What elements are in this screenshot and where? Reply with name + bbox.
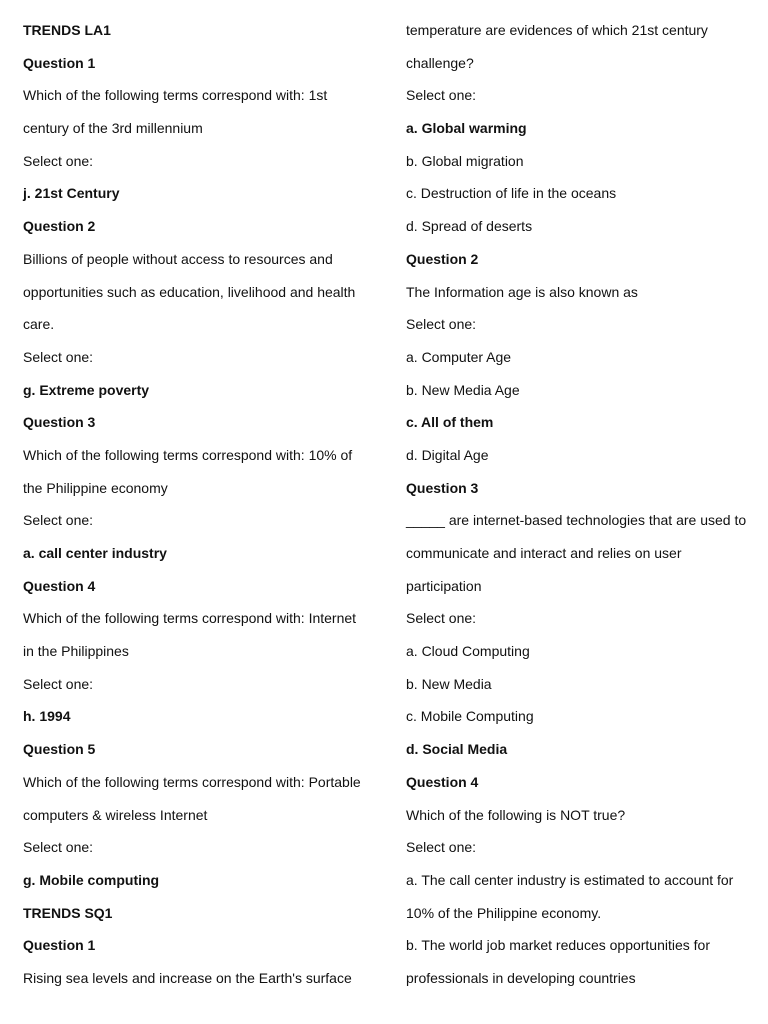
question-text: communicate and interact and relies on user: [406, 545, 682, 561]
answer-option: d. Spread of deserts: [406, 218, 533, 235]
select-prompt: Select one:: [406, 316, 477, 333]
selected-answer: g. Extreme poverty: [23, 381, 150, 398]
selected-answer: d. Social Media: [406, 741, 508, 758]
select-prompt: Select one:: [406, 610, 477, 627]
select-prompt: Select one:: [23, 348, 94, 365]
question-text: challenge?: [406, 54, 474, 71]
answer-option: a. Cloud Computing: [406, 643, 530, 660]
question-heading: Question 3: [23, 414, 96, 431]
question-text: in the Philippines: [23, 643, 129, 660]
question-heading: Question 1: [23, 937, 96, 954]
question-heading: Question 1: [23, 54, 96, 71]
question-heading: Question 3: [406, 479, 479, 496]
question-heading: Question 4: [406, 773, 479, 790]
question-text: Which of the following terms correspond with: Portable: [23, 773, 361, 790]
question-text: The Information age is also known as: [406, 283, 638, 300]
answer-option: b. The world job market reduces opportunities for: [406, 937, 711, 954]
question-heading: Question 5: [23, 741, 96, 758]
question-text: 10% of the Philippine economy.: [406, 904, 602, 921]
select-prompt: Select one:: [23, 512, 94, 529]
question-text: Which of the following terms correspond with: 10% of: [23, 446, 353, 463]
question-text: the Philippine economy: [23, 479, 168, 496]
selected-answer: h. 1994: [23, 708, 71, 725]
question-text: century of the 3rd millennium: [23, 120, 203, 137]
question-heading: Question 2: [406, 250, 479, 267]
question-text: Which of the following terms correspond with: Internet: [23, 610, 357, 627]
selected-answer: a. call center industry: [23, 545, 167, 561]
select-prompt: Select one:: [406, 87, 477, 104]
answer-option: c. Mobile Computing: [406, 708, 534, 725]
answer-option: b. Global migration: [406, 152, 524, 169]
right-column: [406, 14, 756, 995]
question-text: computers & wireless Internet: [23, 806, 208, 823]
answer-option: d. Digital Age: [406, 446, 489, 463]
answer-option: b. New Media: [406, 675, 492, 692]
question-text: participation: [406, 577, 482, 594]
selected-answer: j. 21st Century: [23, 185, 120, 202]
select-prompt: Select one:: [23, 675, 94, 692]
question-text: Billions of people without access to resources and: [23, 250, 333, 267]
question-text: Rising sea levels and increase on the Earth's surface: [23, 969, 352, 986]
question-text: care.: [23, 316, 55, 333]
answer-option: c. Destruction of life in the oceans: [406, 185, 617, 202]
section-title: TRENDS LA1: [23, 22, 111, 38]
select-prompt: Select one:: [23, 839, 94, 856]
question-text: professionals in developing countries: [406, 969, 636, 986]
answer-option: a. The call center industry is estimated to account for: [406, 871, 734, 888]
question-heading: Question 2: [23, 218, 96, 235]
selected-answer: a. Global warming: [406, 120, 527, 137]
answer-option: a. Computer Age: [406, 348, 512, 365]
question-heading: Question 4: [23, 577, 96, 594]
section-title: TRENDS SQ1: [23, 904, 113, 921]
question-text: temperature are evidences of which 21st century: [406, 22, 708, 38]
select-prompt: Select one:: [23, 152, 94, 169]
question-text: opportunities such as education, livelihood and health: [23, 283, 356, 300]
left-column: [23, 14, 373, 995]
answer-option: b. New Media Age: [406, 381, 520, 398]
question-text: Which of the following terms correspond with: 1st: [23, 87, 328, 104]
select-prompt: Select one:: [406, 839, 477, 856]
selected-answer: g. Mobile computing: [23, 871, 160, 888]
selected-answer: c. All of them: [406, 414, 494, 431]
question-text: _____ are internet-based technologies that are used to: [406, 512, 747, 529]
question-text: Which of the following is NOT true?: [406, 806, 626, 823]
